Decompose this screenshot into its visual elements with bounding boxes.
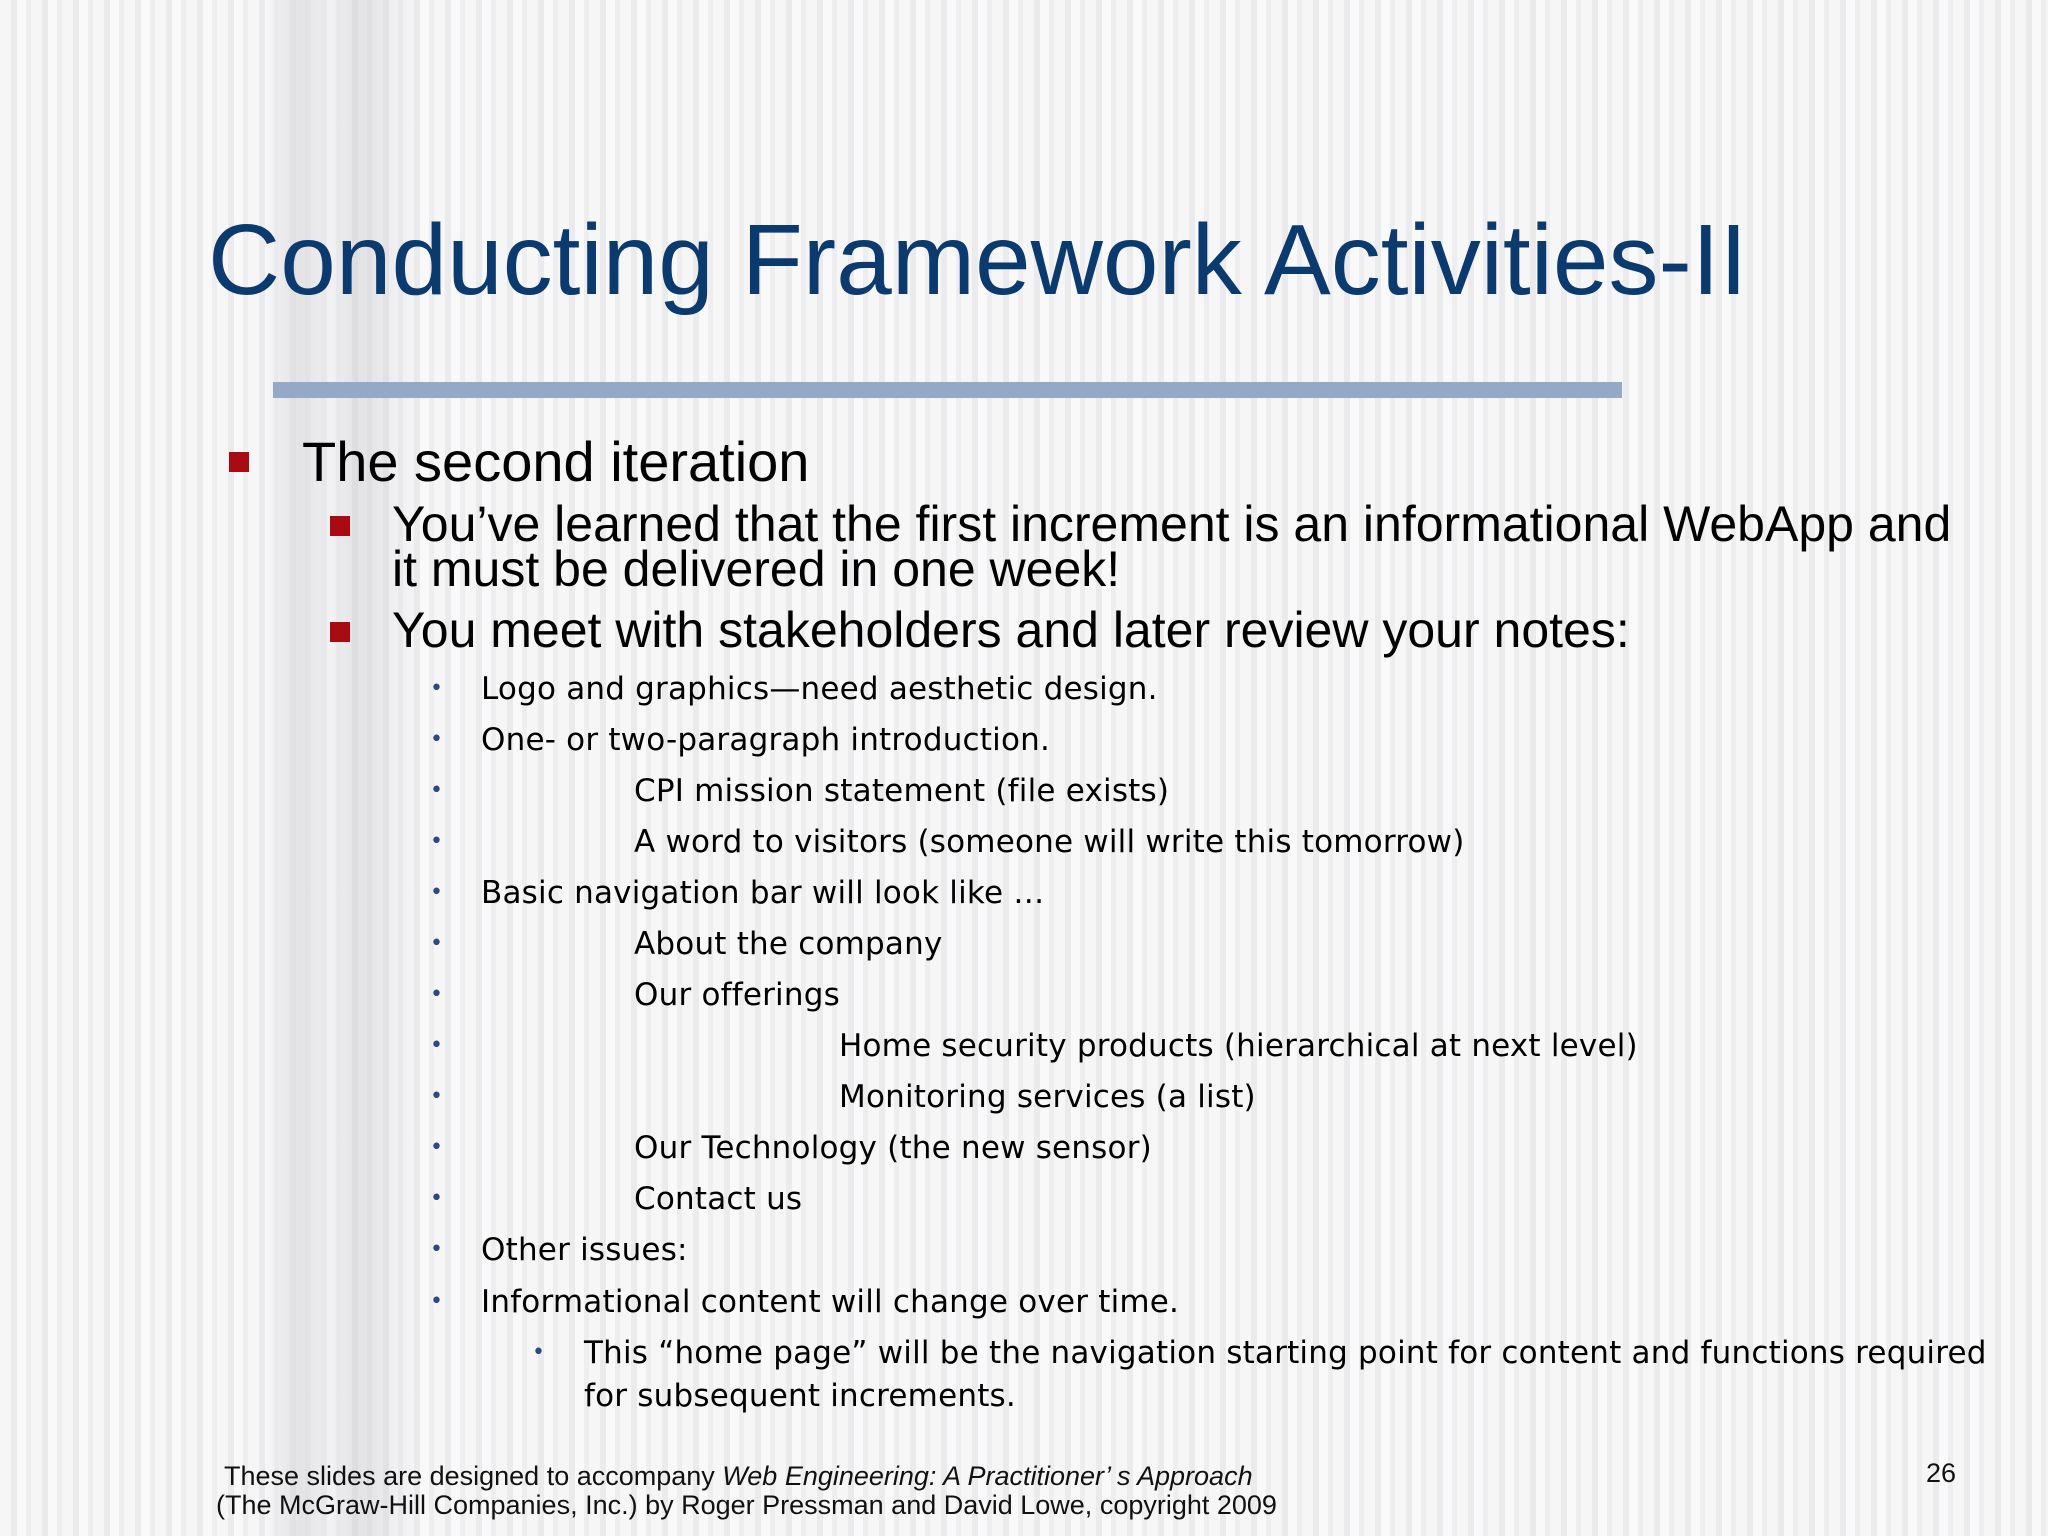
- note-item: A word to visitors (someone will write this tomorrow): [634, 824, 1465, 860]
- bullet-dot-icon: •: [430, 829, 443, 854]
- bullet-level2-line: You meet with stakeholders and later review your notes:: [392, 602, 1630, 658]
- bullet-dot-icon: •: [430, 676, 443, 701]
- footer-copyright: (The McGraw-Hill Companies, Inc.) by Roger Pressman and David Lowe, copyright 2009: [216, 1490, 1277, 1520]
- note-item: Logo and graphics—need aesthetic design.: [481, 671, 1158, 707]
- slide-title: Conducting Framework Activities-II: [208, 204, 1748, 316]
- bullet-level1: The second iteration: [302, 430, 810, 493]
- note-item: Contact us: [634, 1181, 803, 1217]
- footer-prefix: These slides are designed to accompany: [224, 1461, 723, 1491]
- bullet-dot-icon: •: [430, 778, 443, 803]
- bullet-dot-icon: •: [430, 1289, 443, 1314]
- note-item-continued: for subsequent increments.: [584, 1378, 1016, 1414]
- page-number: 26: [1926, 1458, 1957, 1488]
- slide-footer: [216, 1461, 1277, 1520]
- note-item: One- or two-paragraph introduction.: [481, 722, 1051, 758]
- bullet-dot-icon: •: [532, 1340, 545, 1365]
- note-item: Home security products (hierarchical at next level): [839, 1028, 1638, 1064]
- bullet-square-icon: [229, 452, 249, 472]
- note-item: Informational content will change over time.: [481, 1284, 1180, 1320]
- note-item: About the company: [634, 926, 943, 962]
- bullet-dot-icon: •: [430, 982, 443, 1007]
- bullet-dot-icon: •: [430, 931, 443, 956]
- bullet-level2-line: You’ve learned that the first increment is an informational WebApp and: [392, 496, 1952, 552]
- bullet-dot-icon: •: [430, 1135, 443, 1160]
- bullet-dot-icon: •: [430, 1033, 443, 1058]
- bullet-square-icon: [330, 622, 350, 642]
- note-item: Our offerings: [634, 977, 840, 1013]
- footer-book-title: Web Engineering: A Practitioner’ s Approach: [722, 1461, 1253, 1491]
- note-item: This “home page” will be the navigation starting point for content and functions required: [584, 1335, 1987, 1371]
- note-item: CPI mission statement (file exists): [634, 773, 1170, 809]
- bullet-square-icon: [330, 516, 350, 536]
- note-item: Monitoring services (a list): [839, 1079, 1256, 1115]
- title-underline: [273, 382, 1622, 398]
- bullet-dot-icon: •: [430, 1084, 443, 1109]
- bullet-dot-icon: •: [430, 1237, 443, 1262]
- note-item: Our Technology (the new sensor): [634, 1130, 1152, 1166]
- bullet-level2-line: it must be delivered in one week!: [392, 541, 1121, 597]
- bullet-dot-icon: •: [430, 1186, 443, 1211]
- note-item: Basic navigation bar will look like …: [481, 875, 1045, 911]
- note-item: Other issues:: [481, 1232, 688, 1268]
- bullet-dot-icon: •: [430, 880, 443, 905]
- bullet-dot-icon: •: [430, 727, 443, 752]
